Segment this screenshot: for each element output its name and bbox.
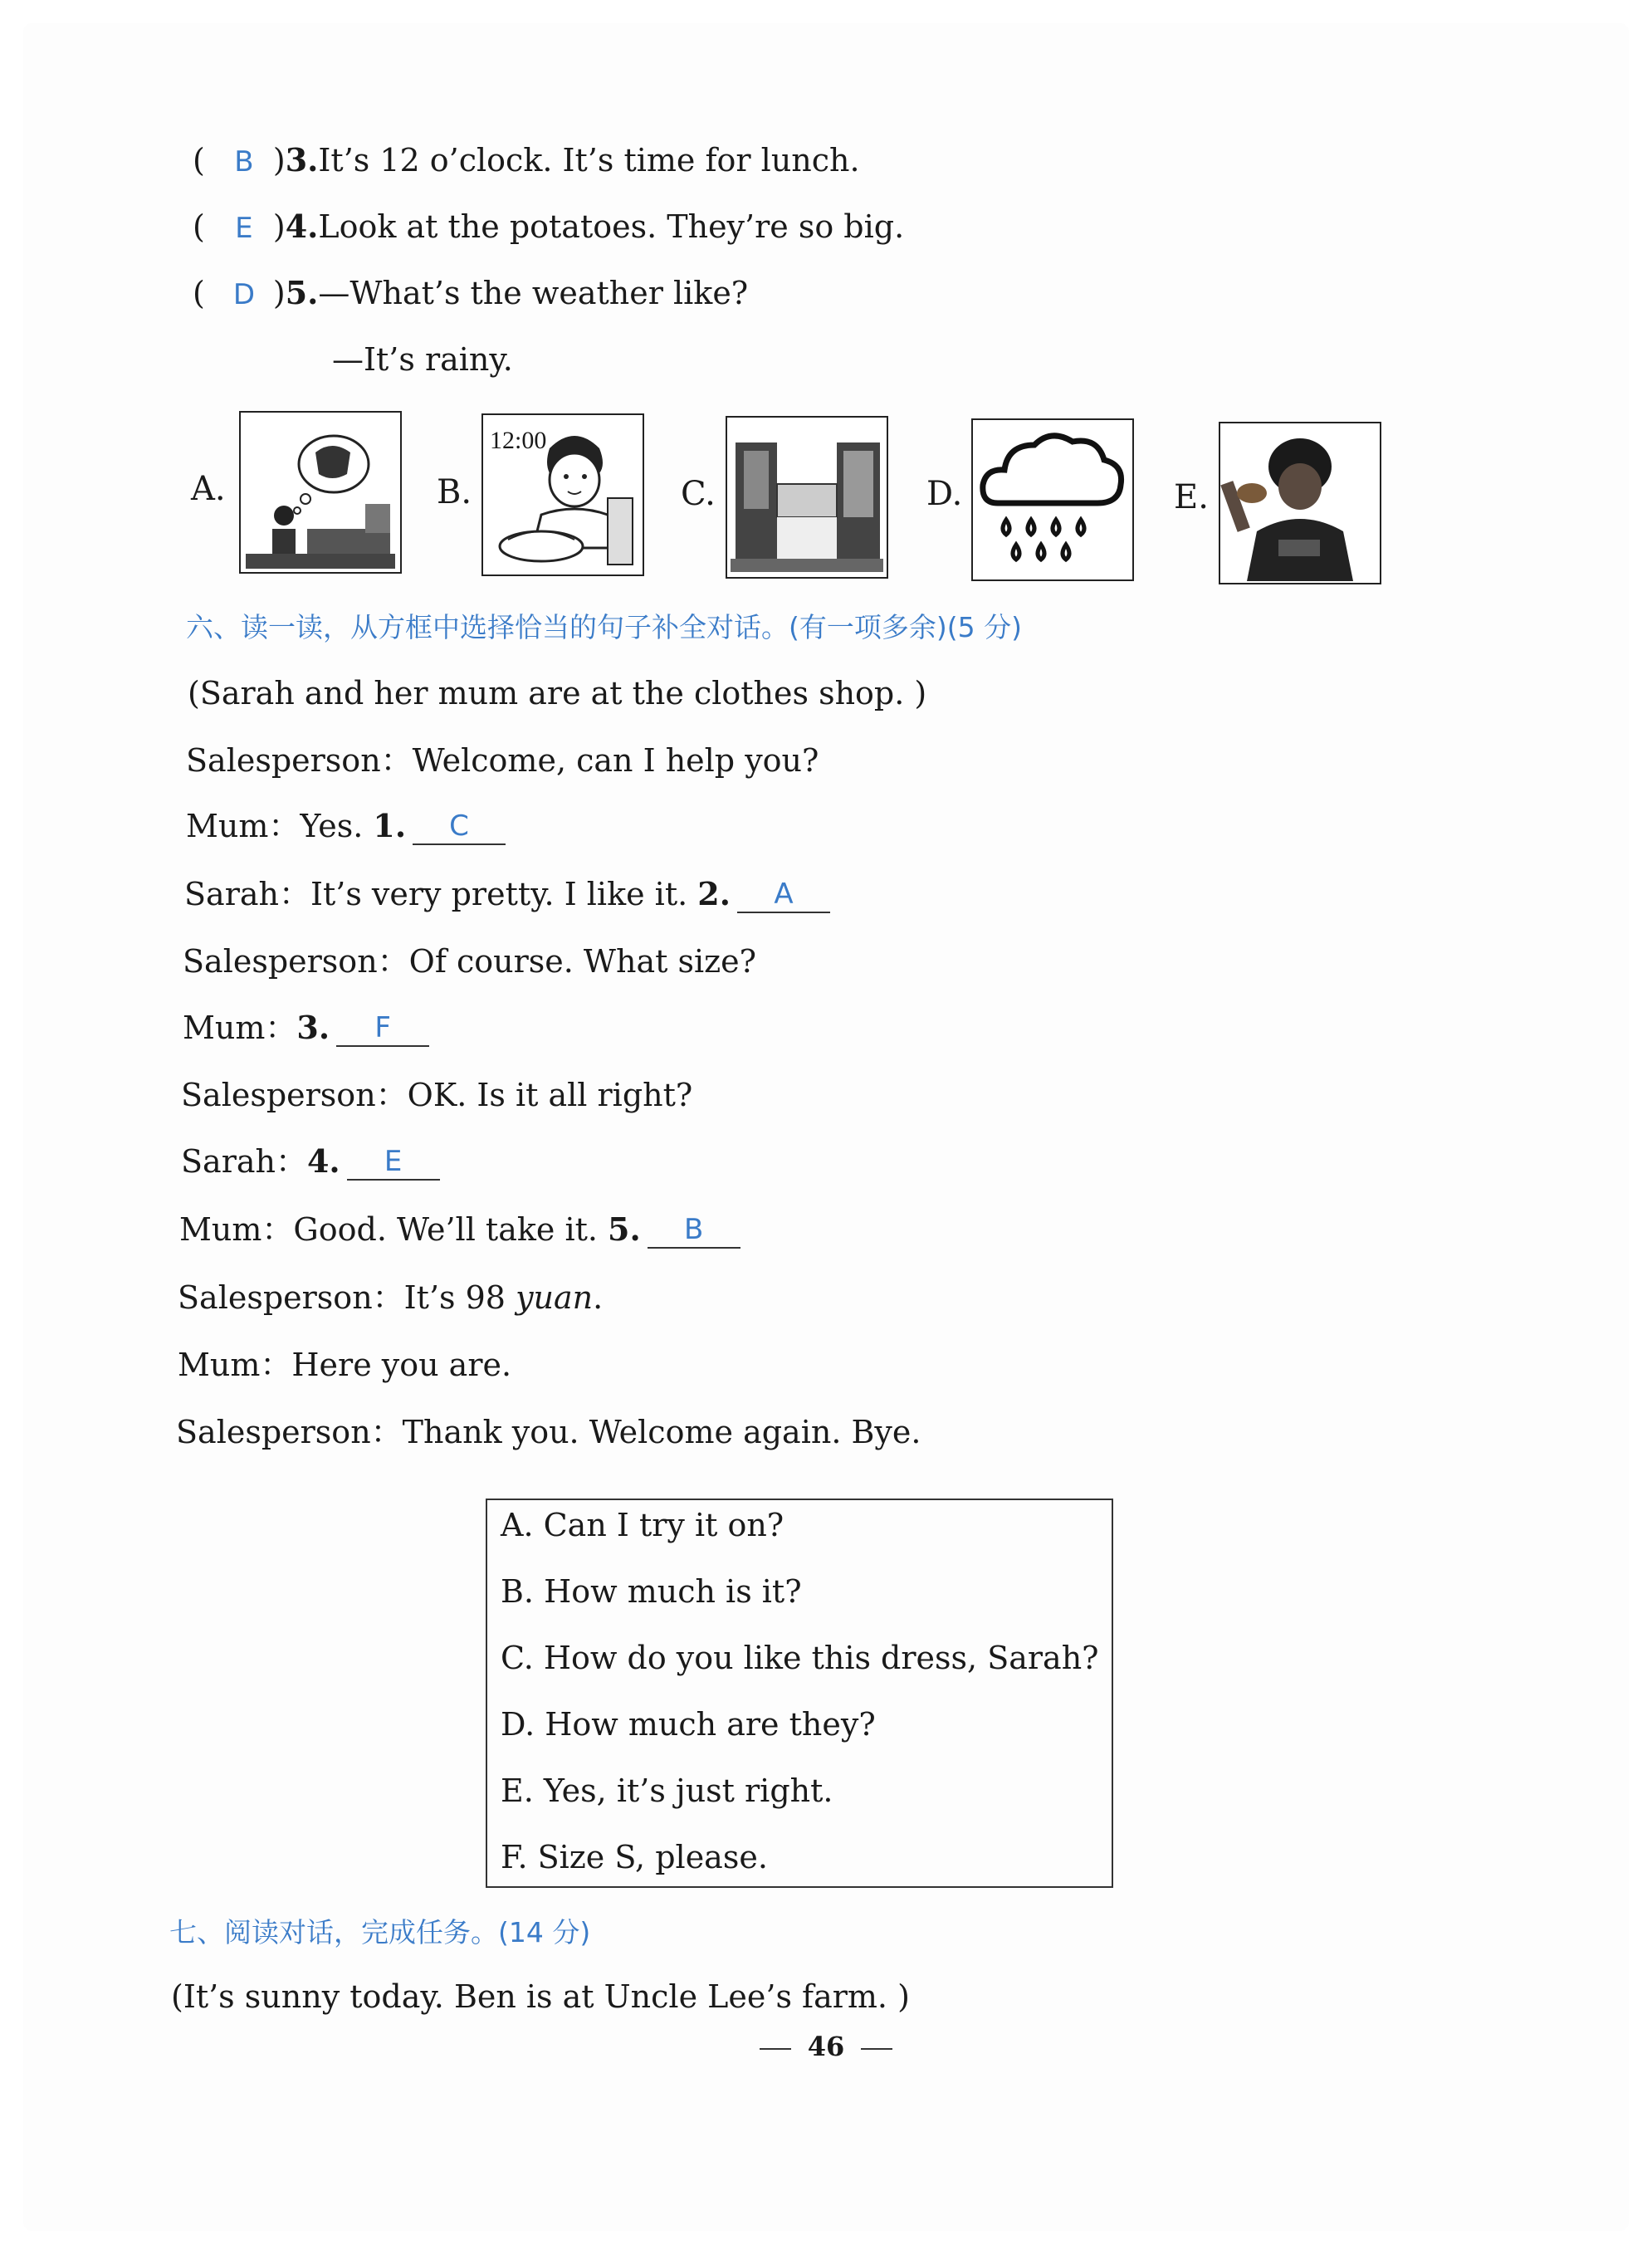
answer-3: B [234,145,254,178]
dialogue-line-4: Salesperson：Of course. What size? [183,943,756,980]
picture-label-b: B. [437,473,472,511]
blank-5: B [648,1210,740,1249]
blank-2: A [737,875,830,913]
question-5: ( D )5.—What’s the weather like? [193,274,748,314]
option-e: E. Yes, it’s just right. [501,1772,833,1809]
option-a: A. Can I try it on? [501,1507,784,1543]
dialogue-line-10: Mum：Here you are. [178,1347,512,1383]
picture-label-a: A. [191,470,226,508]
answer-5: D [232,278,255,311]
option-b: B. How much is it? [501,1573,802,1610]
rain-cloud-icon [973,420,1132,579]
dialogue-line-11: Salesperson：Thank you. Welcome again. Bye. [176,1414,921,1450]
options-box [486,1499,1113,1888]
picture-c [726,416,888,579]
dialogue-intro: (Sarah and her mum are at the clothes shop. ) [188,675,927,711]
picture-a [239,411,402,574]
question-4: ( E )4.Look at the potatoes. They’re so big. [193,208,904,247]
picture-label-d: D. [926,475,963,513]
picture-b: 12:00 [481,413,644,576]
dialogue-line-5: Mum：3. F [183,1009,429,1047]
dialogue-line-3: Sarah：It’s very pretty. I like it. 2. A [184,875,830,913]
dialogue-line-9: Salesperson：It’s 98 yuan. [178,1279,604,1316]
option-f: F. Size S, please. [501,1839,768,1875]
blank-3: F [336,1009,429,1047]
picture-label-e: E. [1174,478,1209,516]
question-5-reply: —It’s rainy. [332,341,513,378]
picture-label-c: C. [681,475,716,513]
picture-e [1219,422,1381,584]
question-3: ( B )3.It’s 12 o’clock. It’s time for lunch. [193,141,860,181]
answer-4: E [235,212,253,245]
dialogue-line-1: Salesperson：Welcome, can I help you? [186,742,819,779]
section-7-title: 七、阅读对话，完成任务。(14 分) [169,1916,591,1948]
page-number: 46 [0,2031,1652,2062]
option-d: D. How much are they? [501,1706,876,1743]
blank-1: C [413,807,506,845]
dialogue-line-6: Salesperson：OK. Is it all right? [181,1077,693,1113]
section-6-title: 六、读一读，从方框中选择恰当的句子补全对话。(有一项多余)(5 分) [186,611,1022,643]
blank-4: E [347,1142,440,1181]
picture-d [971,418,1134,581]
dialogue-line-2: Mum：Yes. 1. C [186,807,506,845]
farm-woman-thinking-icon [241,413,400,572]
option-c: C. How do you like this dress, Sarah? [501,1640,1099,1676]
boy-holding-potato-icon [1220,423,1380,583]
room-doorway-icon [727,418,887,577]
section-7-intro: (It’s sunny today. Ben is at Uncle Lee’s farm. ) [171,1978,910,2015]
dialogue-line-7: Sarah：4. E [181,1142,440,1181]
page-background [23,23,1629,2231]
dialogue-line-8: Mum：Good. We’ll take it. 5. B [179,1210,740,1249]
